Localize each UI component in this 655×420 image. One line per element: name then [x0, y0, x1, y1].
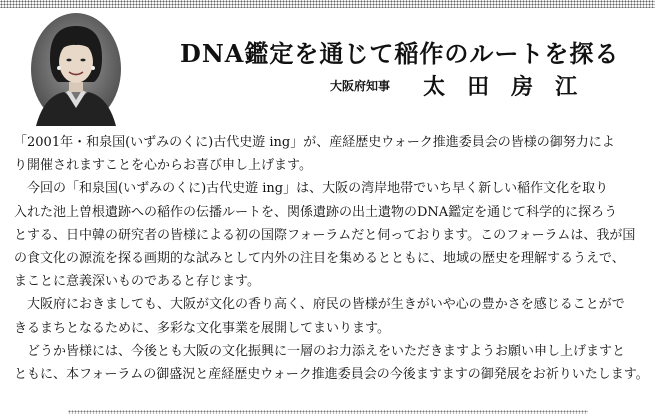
body-line: きるまちとなるために、多彩な文化事業を展開してまいります。 — [14, 320, 390, 336]
body-line: どうか皆様には、今後とも大阪の文化振興に一層のお力添えをいただきますようお願い申し上げますと — [14, 343, 626, 359]
body-line: とする、日中韓の研究者の皆様による初の国際フォーラムだと伺っております。このフォーラムは、我が国 — [14, 227, 636, 243]
body-line: の食文化の源流を探る画期的な試みとして内外の注目を集めるとともに、地域の歴史を理解するうえで、 — [14, 251, 625, 267]
halftone-top-border — [0, 0, 655, 8]
author-role: 大阪府知事 — [330, 79, 391, 93]
author-byline — [330, 70, 599, 101]
body-line: まことに意義深いものであると存じます。 — [14, 274, 260, 290]
halftone-bottom-border — [68, 410, 588, 414]
body-line: り開催されますことを心からお喜び申し上げます。 — [14, 158, 312, 174]
body-line: 「2001年・和泉国(いずみのくに)古代史遊 ing」が、産経歴史ウォーク推進委員会の皆様の御努力によ — [14, 135, 615, 150]
body-line: 大阪府におきましても、大阪が文化の香り高く、府民の皆様が生きがいや心の豊かさを感じることがで — [14, 297, 625, 313]
portrait-image — [30, 12, 122, 126]
body-line: 入れた池上曽根遺跡への稲作の伝播ルートを、関係遺跡の出土遺物のDNA鑑定を通じて科学的に探ろう — [14, 204, 618, 220]
author-name: 太田房江 — [423, 74, 600, 100]
author-portrait — [30, 12, 122, 126]
body-line: 今回の「和泉国(いずみのくに)古代史遊 ing」は、大阪の湾岸地帯でいち早く新しい稲作文化を取り — [14, 181, 609, 197]
body-line: ともに、本フォーラムの御盛況と産経歴史ウォーク推進委員会の今後ますますの御発展をお祈りいたします。 — [14, 367, 649, 383]
article-body — [14, 131, 649, 386]
article-title: DNA鑑定を通じて稲作のルートを探る — [180, 39, 620, 68]
